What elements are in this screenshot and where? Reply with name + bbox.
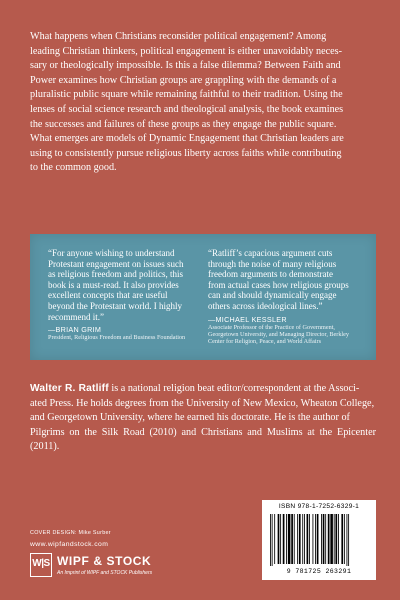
barcode-stripe: [309, 514, 310, 564]
quote-line: freedom arguments to demonstrate: [208, 269, 334, 280]
barcode-stripe: [315, 514, 316, 564]
barcode-stripe: [325, 514, 326, 564]
endorser-affiliation: [48, 334, 190, 341]
publisher-logo: [30, 553, 180, 583]
affiliation-line: Center for Religion, Peace, and World Affairs: [208, 338, 322, 346]
barcode-stripe: [335, 514, 337, 564]
barcode-stripe: [294, 514, 295, 564]
barcode-stripe: [334, 514, 335, 564]
barcode-stripe: [323, 514, 325, 564]
barcode-stripe: [341, 514, 343, 564]
endorser-name: —MICHAEL KESSLER: [208, 314, 287, 324]
affiliation-line: President, Religious Freedom and Business Foundation: [48, 334, 186, 342]
barcode-stripe: [330, 514, 333, 564]
description-line: to the common good.: [30, 162, 117, 174]
publisher-name: WIPF & STOCK: [57, 554, 152, 568]
description-line: sary or theologically impossible. Is this a false dilemma? Between Faith and: [30, 60, 341, 72]
barcode-stripe: [338, 514, 339, 564]
quote-line: “Ratliff’s capacious argument cuts: [208, 248, 333, 258]
author-name: Walter R. Ratliff: [30, 383, 109, 394]
barcode-stripe: [302, 514, 303, 564]
isbn-barcode-box: [262, 500, 376, 580]
cover-design-credit: COVER DESIGN: Mike Surber: [30, 530, 111, 536]
endorsement-grim: [48, 248, 190, 342]
barcode-stripe: [348, 514, 349, 566]
barcode-stripe: [283, 514, 285, 564]
barcode-stripe: [278, 514, 280, 564]
barcode-stripe: [288, 514, 291, 564]
endorser-affiliation: [208, 324, 364, 346]
quote-line: recommend it.”: [48, 311, 104, 322]
barcode-stripe: [299, 514, 301, 564]
isbn-number: ISBN 978-1-7252-6329-1: [278, 503, 360, 510]
bio-line: and Georgetown University, where he earned his doctorate. He is the author of: [30, 412, 350, 424]
barcode-stripe: [317, 514, 319, 564]
endorsement-quote: [48, 248, 190, 322]
quote-line: as religious freedom and politics, this: [48, 269, 183, 280]
publisher-logo-mark: [30, 553, 52, 577]
barcode-stripe: [347, 514, 348, 566]
description-line: using to consistently pursue religious liberty across faiths while contributing: [30, 147, 342, 159]
description-line: What emerges are models of Dynamic Engagement that Christian leaders are: [30, 133, 344, 145]
barcode-stripe: [307, 514, 309, 564]
barcode-stripe: [274, 514, 275, 564]
quote-line: excellent concepts that are useful: [48, 290, 168, 301]
quote-line: book is a must-read. It also provides: [48, 279, 179, 290]
description-line: pluralistic public square while remaining faithful to their tradition. Using the: [30, 89, 343, 101]
barcode-stripe: [286, 514, 287, 564]
publisher-tagline: An Imprint of WIPF and STOCK Publishers: [57, 570, 153, 576]
barcode-stripe: [280, 514, 281, 564]
quote-line: from actual cases how religious groups: [208, 279, 349, 290]
publisher-logo-text: W|S: [32, 558, 50, 569]
bio-line: ated Press. He holds degrees from the University of New Mexico, Wheaton College,: [30, 397, 375, 409]
publisher-website: www.wipfandstock.com: [30, 541, 109, 548]
barcode-stripe: [297, 514, 298, 564]
barcode-digits: 9 781725 263291: [286, 568, 352, 575]
description-line: the successes and failures of these groups as they engage the public square.: [30, 118, 337, 130]
endorsements-panel: [30, 234, 376, 360]
barcode-stripe: [344, 514, 345, 564]
book-description: [30, 30, 376, 176]
quote-line: Protestant engagement on issues such: [48, 258, 184, 269]
affiliation-line: Associate Professor of the Practice of Government,: [208, 323, 335, 331]
endorser-name: —BRIAN GRIM: [48, 325, 102, 335]
affiliation-line: Georgetown University, and Managing Director, Berkley: [208, 330, 349, 338]
author-bio: [30, 382, 376, 455]
endorsement-quote: [208, 248, 364, 312]
bio-line: is a national religion beat editor/correspondent at the Associ-: [108, 383, 360, 394]
barcode-stripe: [272, 514, 273, 566]
description-line: lenses of social science research and theological analysis, the book examines: [30, 103, 344, 115]
barcode-graphic: [270, 514, 368, 566]
description-line: leading Christian thinkers, political engagement is either unavoidably neces-: [30, 45, 343, 57]
description-line: What happens when Christians reconsider political engagement? Among: [30, 31, 327, 42]
quote-line: through the noise of many religious: [208, 258, 337, 269]
endorsement-kessler: [208, 248, 364, 346]
quote-line: beyond the Protestant world. I highly: [48, 300, 182, 311]
barcode-stripe: [291, 514, 293, 564]
quote-line: “For anyone wishing to understand: [48, 248, 175, 258]
bio-line: Pilgrims on the Silk Road (2010) and Christians and Muslims at the Epicenter (2011).: [30, 426, 376, 453]
barcode-stripe: [328, 514, 330, 564]
barcode-stripe: [270, 514, 271, 566]
description-line: Power examines how Christian groups are grappling with the demands of a: [30, 74, 337, 86]
quote-line: others across ideological lines.”: [208, 300, 323, 311]
barcode-stripe: [304, 514, 305, 564]
barcode-stripe: [321, 514, 322, 564]
quote-line: can and should dynamically engage: [208, 290, 337, 301]
barcode-stripe: [313, 514, 314, 564]
